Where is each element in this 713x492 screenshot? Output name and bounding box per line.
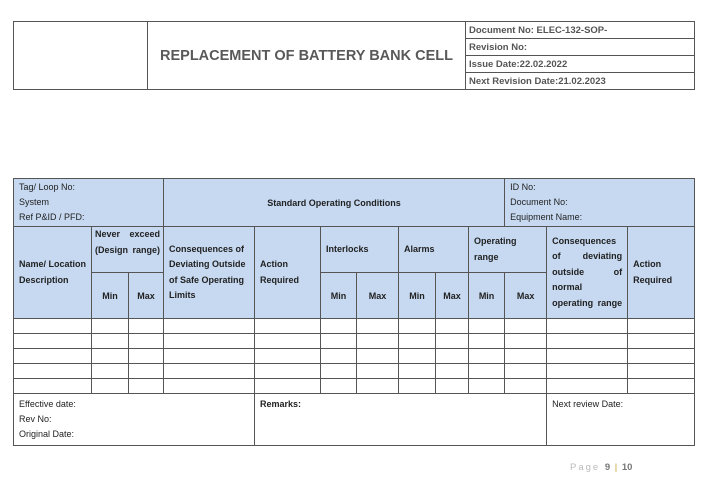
operating-min: Min — [469, 273, 505, 319]
system-label: System — [19, 197, 50, 207]
table-row — [14, 319, 695, 334]
col-consequences-safe: Consequences of Deviating Outside of Safe Operating Limits — [164, 227, 255, 319]
page-number — [570, 462, 632, 473]
document-title: REPLACEMENT OF BATTERY BANK CELL — [148, 22, 466, 90]
col-action-required: Action Required — [255, 227, 321, 319]
document-number: Document No: ELEC-132-SOP- — [466, 22, 695, 39]
original-date-label: Original Date: — [19, 429, 75, 439]
revision-number: Revision No: — [466, 39, 695, 56]
col-never-exceed: Never exceed (Design range) — [92, 227, 164, 273]
operating-max: Max — [505, 273, 547, 319]
page-separator: | — [614, 462, 618, 473]
id-info-cell — [505, 179, 695, 227]
col-operating-range: Operating range — [469, 227, 547, 273]
table-row — [14, 334, 695, 349]
col-name-location: Name/ Location Description — [14, 227, 92, 319]
interlocks-max: Max — [357, 273, 399, 319]
equipment-name-label: Equipment Name: — [510, 212, 583, 222]
table-row — [14, 364, 695, 379]
never-exceed-max: Max — [129, 273, 164, 319]
id-no-label: ID No: — [510, 182, 536, 192]
remarks-cell — [255, 394, 547, 446]
alarms-max: Max — [436, 273, 469, 319]
standard-operating-conditions: Standard Operating Conditions — [164, 179, 505, 227]
interlocks-min: Min — [321, 273, 357, 319]
table-row — [14, 379, 695, 394]
document-no-label: Document No: — [510, 197, 568, 207]
next-review-date-label: Next review Date: — [552, 399, 624, 409]
never-exceed-min: Min — [92, 273, 129, 319]
rev-no-label: Rev No: — [19, 414, 52, 424]
alarms-min: Min — [399, 273, 436, 319]
next-revision-date: Next Revision Date:21.02.2023 — [466, 73, 695, 90]
page-total: 10 — [621, 462, 633, 473]
tag-loop-label: Tag/ Loop No: — [19, 182, 76, 192]
effective-date-label: Effective date: — [19, 399, 76, 409]
document-header — [13, 21, 695, 90]
col-interlocks: Interlocks — [321, 227, 399, 273]
remarks-label: Remarks: — [260, 399, 302, 409]
table-row — [14, 349, 695, 364]
page-label: Page — [570, 462, 601, 473]
logo-cell — [14, 22, 148, 90]
operating-limits-table — [13, 178, 695, 446]
col-alarms: Alarms — [399, 227, 469, 273]
ref-pid-label: Ref P&ID / PFD: — [19, 212, 85, 222]
col-action-required-2: Action Required — [628, 227, 695, 319]
effective-date-cell — [14, 394, 255, 446]
tag-info-cell — [14, 179, 164, 227]
issue-date: Issue Date:22.02.2022 — [466, 56, 695, 73]
next-review-date-cell — [547, 394, 695, 446]
page-current: 9 — [604, 462, 611, 473]
col-consequences-operating: Consequences of deviating outside of normal operating range — [547, 227, 628, 319]
